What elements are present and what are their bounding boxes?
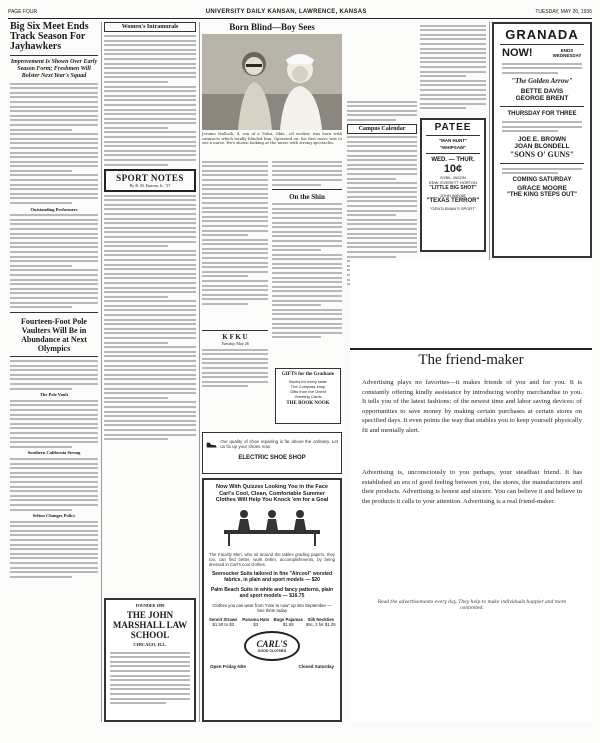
kfku-box [202,330,268,390]
film-title: "The Golden Arrow" [511,77,573,86]
issue-date: TUESDAY, MAY 26, 1936 [535,9,592,15]
law-school-city: CHICAGO, ILL. [133,642,167,647]
law-school-ad [104,598,196,722]
seersucker-offer: Seersucker Suits tailored in fine "Aircool" worsted fabrics, in plain and sport models — $20 [211,571,333,584]
film-title: "THE KING STEPS OUT" [506,191,578,198]
story-subheadline: Improvement Is Shown Over Early Season Form; Freshmen Will Bolster Next Year's Squad [10,59,98,79]
carls-headline: Now With Quizzes Looking You in the Face Carl's Cool, Clean, Comfortable Summer Clothes Will Help You Knock 'em for a Goal [215,484,329,503]
story-headline: Big Six Meet Ends Track Season For Jayhawkers [10,21,89,52]
subsection-heading: The Pole Vault [39,392,69,398]
page-header [8,6,592,19]
friend-maker-para2: Advertising is, unconsciously to you perhaps, your steadfast friend. It has established an era of good feeling between you, the stores, the manufacturers and their products. Advertising is honest and sincere. You can believe it and believe in the products it calls to your attention. Advertising is a real friend-maker. [362,469,582,505]
price-label: Bugs Pajamas [273,617,303,623]
section-title: On the Shin [289,192,325,201]
column-2 [104,22,196,443]
carls-logo-text: CARL'S [256,638,288,649]
film-title: "TEXAS TERROR" [426,198,480,204]
now-showing: NOW! [502,47,533,59]
gifts-ad [275,368,341,424]
closed-hours: Closed Saturday [298,664,334,670]
friend-maker-para1: Advertising plays no favorites—it makes friends of you and for you. It is constantly offering kindly assistance by introducing worthy merchandise to you. It tells you of the latest fashions: of the newest time and labor saving devices: of opportunities to save money by making certain purchases at certain stores on specified days. It even points the way that enables you to keep yourself physically fit and mentally alert. [362,379,582,434]
carls-clothes-ad [202,478,342,722]
title-rule [350,348,592,350]
article-body [10,83,98,204]
theater-name: GRANADA [505,27,579,42]
gifts-store: THE BOOK NOOK [286,401,330,406]
subsection-heading: Sefton Changes Policy [32,513,76,519]
carls-logo-sub: GOOD CLOTHES [257,648,287,653]
article-body [104,35,196,166]
photo-title: Born Blind—Boy Sees [229,22,315,32]
story-headline: Fourteen-Foot Pole Vaulters Will Be in Abundance at Next Olympics [21,317,87,354]
column-divider [199,22,200,722]
law-school-title: THE JOHN MARSHALL LAW SCHOOL [112,610,188,640]
clothes-note: Clothes you can wear from "nine to now" up into September — See them today [212,603,332,614]
ticket-price: 10¢ [443,163,463,175]
price-value: $1.50 to $3 [212,622,234,628]
film-title: "LITTLE BIG SHOT" [429,185,477,191]
shoe-shop-message: Our quality of shoe repairing is far above the ordinary. Let us fix up your shoes now. [220,438,338,449]
film-star: EDW. EVERETT HORTON [428,180,477,185]
kfku-title: K F K U [222,333,248,341]
column-4-story [420,22,486,112]
price-list [207,617,337,627]
gifts-title: GIFTS for the Graduate [281,372,335,377]
friend-maker-ad [350,260,592,722]
granada-ad [492,22,592,258]
showing-period: THURSDAY FOR THREE [507,111,577,118]
article-body [104,195,196,440]
gifts-item: Books for every taste [289,379,327,384]
price-value: $3 [253,622,259,628]
electric-shoe-shop-ad [202,432,342,474]
section-title: Women's Intramurals [121,24,179,30]
show-days: WED. — THUR. [431,157,475,163]
palm-beach-offer: Palm Beach Suits in white and fancy patterns, plain and sport models — $16.75 [210,587,334,600]
article-body [10,214,98,308]
friend-maker-footer: Read the advertisements every day. They help to make individuals happier and more contented. [377,600,567,612]
article-body [10,360,98,390]
gifts-item: Gifts from the Orient [289,389,326,394]
patee-ad [420,118,486,252]
column-1 [10,22,98,580]
law-school-note: FOUNDED 1899 [135,603,165,608]
photo-caption: Jerome Malloch, 4, son of a Tulsa, Okla., oil worker, was born with cataracts which totally blinded him. Operated on, his first move was to see a nurse. He's shown looking at the nurse with strong spectacles. [202,131,342,146]
price-label: Silk Neckties [307,617,334,623]
sport-notes-box [104,169,196,192]
showing-period: COMING SATURDAY [512,176,572,183]
section-title: SPORT NOTES [116,172,184,183]
paper-name: UNIVERSITY DAILY KANSAN, LAWRENCE, KANSAS [205,9,367,15]
subsection-heading: Southern California Strong [27,450,81,456]
intramurals-box [104,22,196,32]
theater-name: PATEE [434,122,472,133]
article-body [10,521,98,578]
subsection-heading: Outstanding Performers [30,206,78,212]
gifts-item: Greeting Cards [294,394,322,399]
column-divider [101,22,102,722]
shoe-shop-name: ELECTRIC SHOE SHOP [238,455,306,461]
price-label: Panama Hats [242,617,270,623]
film-note: "GENTLEMAN'S SPORT" [430,206,476,211]
film-title: "MAN HUNT" [438,138,468,143]
film-star: GEORGE BRENT [515,95,569,103]
film-star: JOHN WAYNE [439,193,467,198]
news-photo [202,34,342,130]
film-star: SYBIL JASON [440,175,466,180]
section-title: Campus Calendar [358,125,406,132]
byline: By R. M. Emison, Jr., '37 [129,182,171,188]
carls-body: The Faculty Men, who sit around the tables grading papers, they too, can find better, work better, accomplishments, by being dressed in Carl's cool clothes. [209,551,335,568]
faculty-men-illustration [204,506,340,546]
film-star: JOE E. BROWN [517,135,567,143]
kfku-date: Tuesday, May 26 [221,341,249,346]
film-title: "SONS O' GUNS" [509,149,575,159]
column-divider [489,22,490,262]
ends-note: ENDS WEDNESDAY [552,48,582,58]
film-star: GRACE MOORE [517,184,567,192]
price-value: 65c, 2 for $1.25 [305,622,336,628]
film-star: JOAN BLONDELL [514,142,570,150]
film-title: "WHIPSAW" [439,145,467,150]
film-star: BETTE DAVIS [520,88,564,96]
friend-maker-title: The friend-maker [418,352,524,368]
price-label: Sennit Straws [209,617,238,623]
gifts-item: The Compass shop [290,384,326,389]
open-hours: Open Friday Nite [210,664,247,670]
column-3-story [202,158,268,308]
article-body [10,400,98,448]
shoe-icon [206,436,217,452]
column-shin [272,158,342,341]
carls-logo [244,631,300,661]
price-value: $1.65 [282,622,294,628]
page-label: PAGE FOUR [8,9,38,15]
boy-and-nurse-photo [202,34,342,130]
article-body [10,458,98,511]
